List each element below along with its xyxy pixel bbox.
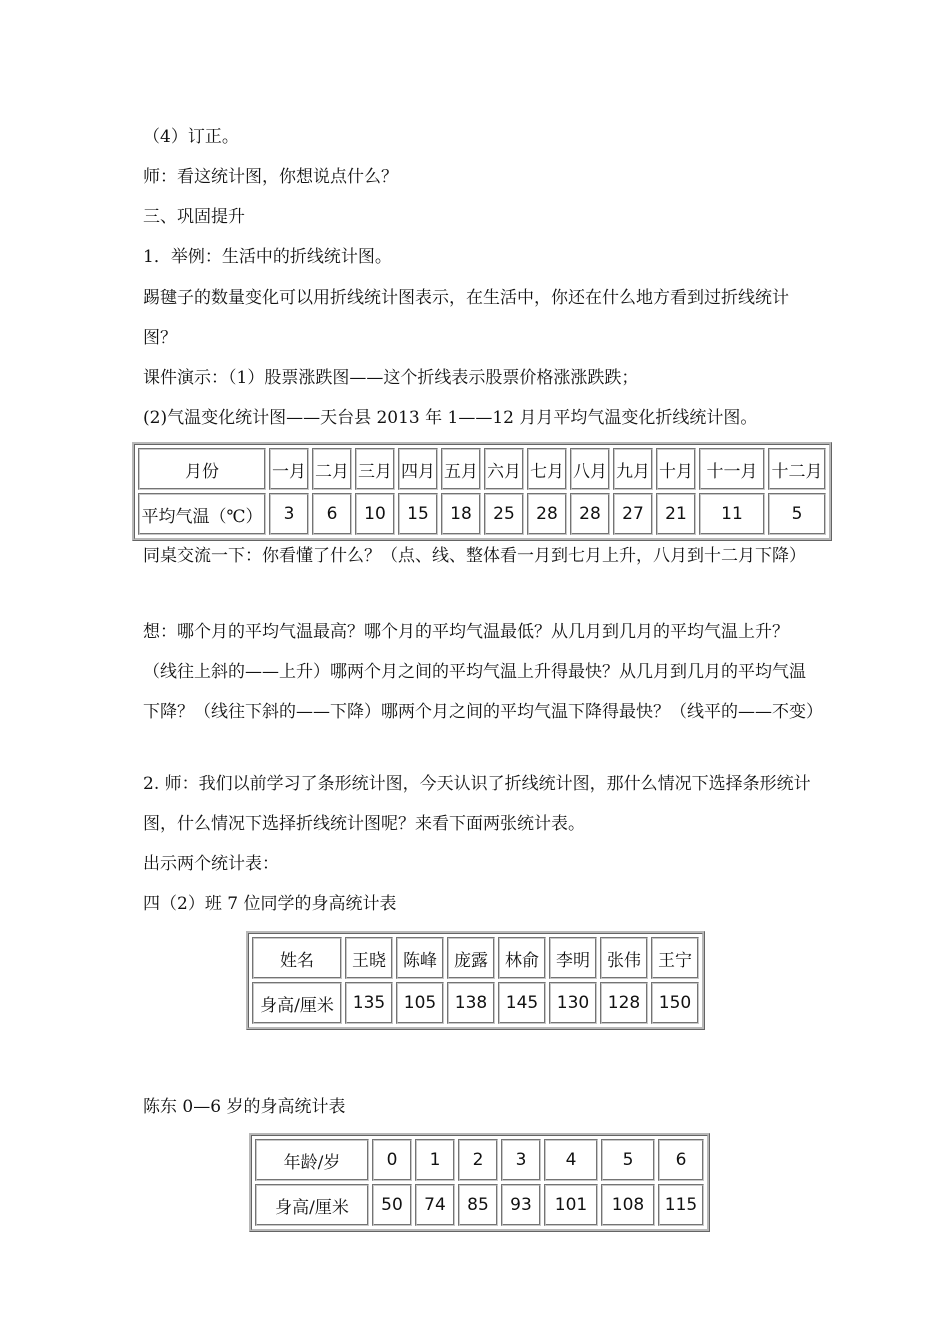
table-cell: 28: [527, 493, 567, 535]
table-cell: 庞露: [447, 937, 495, 979]
table-cell: 陈峰: [396, 937, 444, 979]
table-cell: 十月: [656, 448, 696, 490]
table-cell: 93: [501, 1184, 541, 1226]
class-height-table: [246, 931, 705, 1030]
table-header-row: [138, 448, 826, 490]
table-cell: 130: [549, 982, 597, 1024]
table-cell: 25: [484, 493, 524, 535]
table-cell: 135: [345, 982, 393, 1024]
table-cell: 十一月: [699, 448, 765, 490]
table-cell: 6: [312, 493, 352, 535]
table-cell: 138: [447, 982, 495, 1024]
paragraph-shuttlecock: 踢毽子的数量变化可以用折线统计图表示，在生活中，你还在什么地方看到过折线统计图？: [143, 288, 789, 348]
table-cell: 王宁: [651, 937, 699, 979]
table-cell: 115: [658, 1184, 704, 1226]
paragraph-show-two-tables: 出示两个统计表：: [143, 854, 279, 874]
temperature-table: [132, 442, 832, 541]
table-cell: 28: [570, 493, 610, 535]
table-cell: 三月: [355, 448, 395, 490]
table-row: [138, 493, 826, 535]
table-cell: 平均气温（℃）: [138, 493, 266, 535]
paragraph-example: 1．举例：生活中的折线统计图。: [143, 247, 392, 267]
table-cell: 3: [501, 1139, 541, 1181]
table-header-row: [255, 1139, 704, 1181]
table-cell: 6: [658, 1139, 704, 1181]
table-cell: 21: [656, 493, 696, 535]
table-cell: 0: [372, 1139, 412, 1181]
table-cell: 二月: [312, 448, 352, 490]
table-cell: 101: [544, 1184, 598, 1226]
table-cell: 1: [415, 1139, 455, 1181]
table-cell: 月份: [138, 448, 266, 490]
paragraph-pair-discussion: 同桌交流一下：你看懂了什么？（点、线、整体看一月到七月上升，八月到十二月下降）: [143, 546, 806, 566]
table-cell: 5: [768, 493, 826, 535]
section-heading-consolidate: 三、巩固提升: [143, 207, 245, 227]
table-cell: 11: [699, 493, 765, 535]
table-cell: 105: [396, 982, 444, 1024]
paragraph-temperature-chart: (2)气温变化统计图——天台县 2013 年 1——12 月月平均气温变化折线统计图。: [143, 408, 758, 428]
table-cell: 七月: [527, 448, 567, 490]
table-cell: 六月: [484, 448, 524, 490]
table-cell: 18: [441, 493, 481, 535]
table-cell: 林俞: [498, 937, 546, 979]
paragraph-correction: （4）订正。: [143, 127, 239, 147]
table-cell: 5: [601, 1139, 655, 1181]
table-cell: 四月: [398, 448, 438, 490]
table-cell: 身高/厘米: [255, 1184, 369, 1226]
table-cell: 27: [613, 493, 653, 535]
table-cell: 姓名: [252, 937, 342, 979]
table-cell: 张伟: [600, 937, 648, 979]
table-cell: 九月: [613, 448, 653, 490]
table-cell: 3: [269, 493, 309, 535]
table-cell: 王晓: [345, 937, 393, 979]
caption-chendong-height-table: 陈东 0—6 岁的身高统计表: [143, 1097, 346, 1117]
table-cell: 李明: [549, 937, 597, 979]
table-cell: 108: [601, 1184, 655, 1226]
table-cell: 74: [415, 1184, 455, 1226]
table-cell: 50: [372, 1184, 412, 1226]
table-cell: 十二月: [768, 448, 826, 490]
table-row: [255, 1184, 704, 1226]
caption-class-height-table: 四（2）班 7 位同学的身高统计表: [143, 894, 397, 914]
table-cell: 10: [355, 493, 395, 535]
table-cell: 15: [398, 493, 438, 535]
table-cell: 2: [458, 1139, 498, 1181]
chendong-height-table: [249, 1133, 710, 1232]
table-cell: 一月: [269, 448, 309, 490]
table-cell: 八月: [570, 448, 610, 490]
paragraph-bar-vs-line: 2. 师：我们以前学习了条形统计图，今天认识了折线统计图，那什么情况下选择条形统计图，什么情况下选择折线统计图呢？来看下面两张统计表。: [143, 774, 811, 834]
table-cell: 85: [458, 1184, 498, 1226]
table-cell: 五月: [441, 448, 481, 490]
table-cell: 145: [498, 982, 546, 1024]
table-cell: 4: [544, 1139, 598, 1181]
table-cell: 150: [651, 982, 699, 1024]
table-cell: 身高/厘米: [252, 982, 342, 1024]
table-row: [252, 982, 699, 1024]
table-cell: 128: [600, 982, 648, 1024]
paragraph-teacher-question: 师：看这统计图，你想说点什么？: [143, 167, 398, 187]
table-header-row: [252, 937, 699, 979]
paragraph-courseware-demo: 课件演示：（1）股票涨跌图——这个折线表示股票价格涨涨跌跌；: [143, 368, 639, 388]
table-cell: 年龄/岁: [255, 1139, 369, 1181]
paragraph-think-questions: 想：哪个月的平均气温最高？哪个月的平均气温最低？从几月到几月的平均气温上升？（线往上斜的——上升）哪两个月之间的平均气温上升得最快？从几月到几月的平均气温下降？（线往下斜的——下降）哪两个月之间的平均气温下降得最快？（线平的——不变）: [143, 622, 823, 722]
